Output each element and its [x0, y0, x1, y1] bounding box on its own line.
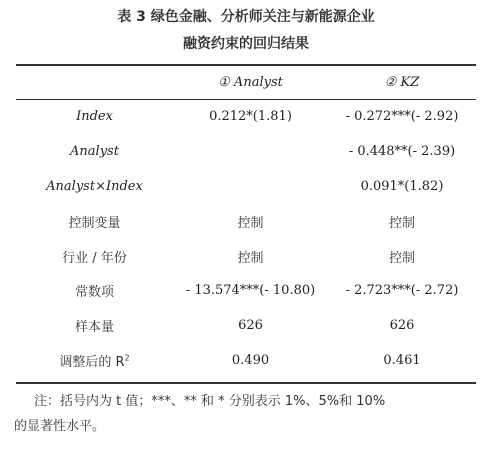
- regression-table: [16, 65, 476, 378]
- row-label-text: 调整后的 R: [59, 355, 125, 371]
- row-label: [16, 134, 173, 169]
- row-label-text: 行业 / 年份: [62, 250, 127, 266]
- header-row: [16, 65, 476, 99]
- cell-analyst: - 13.574***(- 10.80): [185, 283, 316, 299]
- table-row: [16, 99, 476, 134]
- header-cell-kz: ② KZ: [384, 74, 420, 90]
- table-row: [16, 204, 476, 239]
- cell-analyst: 0.490: [231, 353, 270, 369]
- note-line-2: 的显著性水平。: [14, 419, 106, 434]
- row-label-superscript: 2: [124, 353, 130, 363]
- cell-kz: 0.091*(1.82): [360, 178, 444, 194]
- table-title-line-1: 表 3 绿色金融、分析师关注与新能源企业: [117, 9, 375, 25]
- row-label: [16, 99, 173, 134]
- cell-analyst: [173, 169, 328, 204]
- cell-analyst: 0.212*(1.81): [209, 108, 292, 124]
- row-label-text: 常数项: [74, 285, 114, 301]
- table-row: [16, 273, 476, 308]
- row-label: [16, 343, 173, 378]
- bottom-rule: [16, 382, 476, 384]
- cell-kz: 0.461: [383, 353, 421, 369]
- row-label: [16, 204, 173, 239]
- row-label: [16, 169, 173, 204]
- cell-analyst: 626: [238, 318, 263, 334]
- header-cell-analyst: ① Analyst: [218, 74, 283, 90]
- row-label: [16, 273, 173, 308]
- cell-kz: - 0.272***(- 2.92): [345, 108, 459, 124]
- row-label: [16, 308, 173, 343]
- cell-analyst: 控制: [237, 250, 264, 266]
- row-label-text: Index: [76, 108, 113, 124]
- cell-kz: 控制: [388, 250, 415, 266]
- table-row: [16, 239, 476, 274]
- note-line-1: 注：括号内为 t 值；***、** 和 * 分别表示 1%、5%和 10%: [34, 394, 386, 409]
- row-label: [16, 239, 173, 274]
- cell-analyst: [173, 134, 328, 169]
- table-title-line-2: 融资约束的回归结果: [183, 36, 309, 52]
- table-row: [16, 169, 476, 204]
- row-label-text: Analyst×Index: [46, 178, 143, 194]
- row-label-text: Analyst: [70, 143, 119, 159]
- cell-kz: - 2.723***(- 2.72): [345, 283, 459, 299]
- cell-analyst: 控制: [237, 215, 264, 231]
- row-label-text: 控制变量: [68, 215, 121, 231]
- header-cell-blank: [16, 65, 173, 99]
- cell-kz: 控制: [388, 215, 415, 231]
- row-label-text: 样本量: [74, 320, 114, 336]
- cell-kz: 626: [389, 318, 415, 334]
- cell-kz: - 0.448**(- 2.39): [348, 143, 456, 159]
- table-row: [16, 308, 476, 343]
- table-row: [16, 134, 476, 169]
- table-row: [16, 343, 476, 378]
